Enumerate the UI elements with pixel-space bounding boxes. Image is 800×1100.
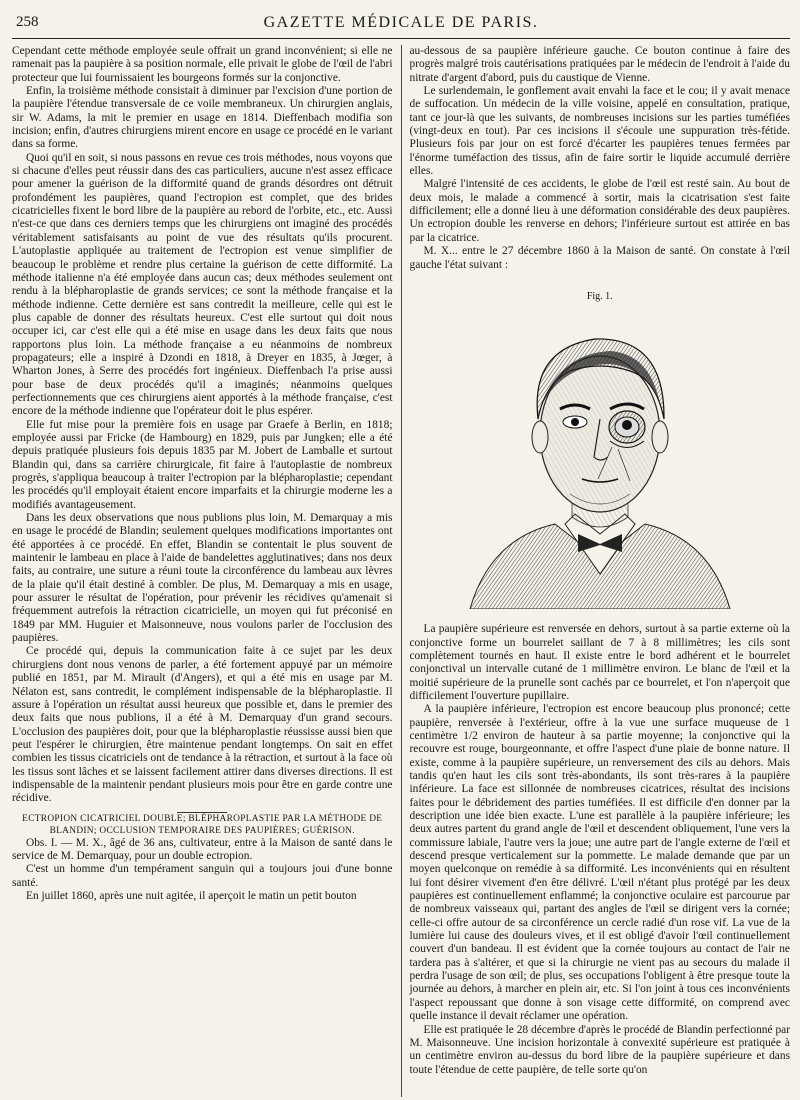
observation-paragraph: C'est un homme d'un tempérament sanguin qui a toujours joui d'une bonne santé. xyxy=(12,863,393,889)
observation-paragraph: Obs. I. — M. X., âgé de 36 ans, cultivateur, entre à la Maison de santé dans le service de M. Demarquay, pour un double ectropion. xyxy=(12,836,393,862)
paragraph: M. X... entre le 27 décembre 1860 à la Maison de santé. On constate à l'œil gauche l'état suivant : xyxy=(409,245,790,271)
paragraph: Ce procédé qui, depuis la communication faite à ce sujet par les deux chirurgiens dont nous venons de parler, a été fortement appuyé par un mémoire publié en 1851, par M. Mirault (d'Angers), et qui a été mis en usage par M. Nélaton est, sans contredit, le complément indispensable de la blépharoplastie. Il assure à l'opération un résultat aussi heureux que possible et, dans le premier des deux faits que nous publions, il a été à M. Demarquay d'un grand secours. L'occlusion des paupières doit, pour que la blépharoplastie réussisse aussi bien que peut l'espérer le chirurgien, être maintenue pendant longtemps. On sait en effet combien les tissus cicatriciels ont de tendance à la rétraction, et surtout à la face où les tissus sont lâches et se laissent facilement attirer dans diverses directions. Il est indispensable de la maintenir pendant plusieurs mois pour être en garde contre une récidive. xyxy=(12,645,393,805)
paragraph: Dans les deux observations que nous publions plus loin, M. Demarquay a mis en usage le procédé de Blandin; seulement quelques modifications importantes ont été apportées à ce procédé. En effet, Blandin se contentait le plus souvent de maintenir le lambeau en place à l'aide de bandelettes agglutinatives; dans nos deux faits, au contraire, une suture a réuni toute la circonférence du lambeau aux lèvres de la plaie qu'il était destiné à combler. De plus, M. Demarquay a mis en usage, pour assurer le résultat de l'opération, pour prévenir les récidives qu'amenait si fréquemment autrefois la rétraction cicatricielle, un moyen qui fut préconisé en 1849 par MM. Huguier et Maisonneuve, nous voulons parler de l'occlusion des paupières. xyxy=(12,512,393,645)
paragraph: Le surlendemain, le gonflement avait envahi la face et le cou; il y avait menace de suffocation. Un médecin de la ville voisine, appelé en consultation, pratique, tant ce jour-là que les suivants, de nombreuses incisions sur les parties tuméfiées (vingt-deux en tout). Par ces incisions il s'écoule une suppuration très-fétide. Plusieurs fois par jour on est forcé d'écarter les paupières tenues fermées par l'énorme tuméfaction des tissus, afin de faire sortir le liquide accumulé derrière elles. xyxy=(409,85,790,178)
article-columns xyxy=(12,45,790,1097)
figure-label: Fig. 1. xyxy=(586,290,613,302)
paragraph: Elle fut mise pour la première fois en usage par Graefe à Berlin, en 1818; employée aussi par Fricke (de Hambourg) en 1829, puis par Jungken; elle a été depuis pratiquée plusieurs fois depuis 1835 par M. Jobert de Lamballe et surtout Blandin qui, dans sa carrière chirurgicale, fit faire à l'autoplastie de nombreux progrès, s'appliqua beaucoup à traiter l'ectropion par la blépharoplastie; cependant les procédés qu'il employait étaient encore imparfaits et la chirurgie moderne les a modifiés avantageusement. xyxy=(12,418,393,511)
section-title: ECTROPION CICATRICIEL DOUBLE; BLÉPHAROPLASTIE PAR LA MÉTHODE DE BLANDIN; OCCLUSION TEMPORAIRE DES PAUPIÈRES; GUÉRISON. xyxy=(22,813,383,836)
journal-title: GAZETTE MÉDICALE DE PARIS. xyxy=(263,14,539,31)
paragraph: Elle est pratiquée le 28 décembre d'après le procédé de Blandin perfectionné par M. Maisonneuve. Une incision horizontale à convexité supérieure est pratiquée à un centimètre environ au-dessus du bord libre de la paupière supérieure et dans toute l'étendue de cette paupière, de telle sorte qu'on xyxy=(409,1023,790,1076)
page-header xyxy=(12,12,790,39)
patient-portrait-engraving xyxy=(460,309,740,609)
page-number: 258 xyxy=(16,14,39,30)
paragraph: Cependant cette méthode employée seule offrait un grand inconvénient; si elle ne ramenait pas la paupière à sa position normale, elle privait le globe de l'œil de l'abri protecteur que lui fournissaient les bourgeons formés sur la conjonctive. xyxy=(12,45,393,84)
left-column xyxy=(12,45,402,1097)
paragraph: Malgré l'intensité de ces accidents, le globe de l'œil est resté sain. Au bout de deux mois, le malade a commencé à sortir, mais la cicatrisation s'est faite difficilement; elle a donné lieu à une déformation considérable des deux paupières. Un ectropion double les renverse en dehors; l'inférieure surtout est attirée en bas par la cicatrice. xyxy=(409,178,790,244)
paragraph: La paupière supérieure est renversée en dehors, surtout à sa partie externe où la conjonctive forme un bourrelet saillant de 7 à 8 millimètres; les cils sont complètement tournés en haut. Il existe entre le bord adhérent et le bourrelet conjonctival un intervalle cutané de 1 millimètre environ. Le blanc de l'œil et la moitié supérieure de la prunelle sont cachés par ce bourrelet, et l'on n'aperçoit que difficilement l'ouverture pupillaire. xyxy=(409,623,790,702)
paragraph: au-dessous de sa paupière inférieure gauche. Ce bouton continue à faire des progrès malgré trois cautérisations pratiquées par le médecin de l'endroit à l'aide du nitrate d'argent d'abord, puis du caustique de Vienne. xyxy=(409,45,790,84)
paragraph: Enfin, la troisième méthode consistait à diminuer par l'excision d'une portion de la paupière l'étendue transversale de ce voile membraneux. Un chirurgien anglais, sir W. Adams, la mit le premier en usage en 1814. Dieffenbach modifia son incision; enfin, d'autres chirurgiens mirent encore en usage ce procédé en le variant dans sa forme. xyxy=(12,85,393,151)
paragraph: Quoi qu'il en soit, si nous passons en revue ces trois méthodes, nous voyons que si chacune d'elles peut réussir dans des cas particuliers, aucune n'est assez efficace pour amener la guérison de la difformité quand de grands désordres ont détruit profondément les paupières, quand l'ectropion est complet, que des brides cicatricielles fixent le bord libre de la paupière au rebord de l'orbite, etc., etc. Aussi n'est-ce que dans ces derniers temps que les chirurgiens ont imaginé des procédés véritablement satisfaisants au point de vue des résultats qu'ils procurent. L'autoplastie appliquée au traitement de l'ectropion est venue simplifier de beaucoup le problème et rendre plus certaine la guérison de cette difformité. La méthode italienne n'a été employée dans aucun cas; deux méthodes seulement ont rendu à la blépharoplastie de grands services; ce sont la méthode française et la méthode indienne. Cette dernière est sans contredit la meilleure, celle qui est le plus capable de donner des résultats heureux. C'est elle surtout qui doit nous occuper ici, car c'est elle qui a été mise en usage dans les deux faits que nous rapportons plus loin. La méthode française a eu néanmoins de nombreux propagateurs; elle a inspiré à Dzondi en 1818, à Dreyer en 1835, à Jœger, à Wharton Jones, à Serre des procédés fort ingénieux. Dieffenbach l'a prise aussi pour base de deux procédés qu'il a imaginés; néanmoins quelques perfectionnements que ces chirurgiens aient apportés à la méthode française, c'est encore de la méthode indienne que l'opérateur doit le plus espérer. xyxy=(12,151,393,418)
paragraph: A la paupière inférieure, l'ectropion est encore beaucoup plus prononcé; cette paupière, renversée à l'extérieur, offre à la vue une surface muqueuse de 1 centimètre 1/2 environ de hauteur à sa partie moyenne; la conjonctive qui la recouvre est rouge, bourgeonnante, et offre l'aspect d'une plaie de bonne nature. Il existe, comme à la paupière supérieure, un renversement des cils au dehors. Mais tandis qu'en haut les cils sont très-abondants, ils sont très-rares à la paupière inférieure. La face est sillonnée de nombreuses cicatrices, résultat des incisions faites pour le débridement des parties tuméfiées. Il est difficile d'en donner par la description une idée bien exacte. L'une est parallèle à la paupière inférieure; les deux autres partent du grand angle de l'œil et descendent obliquement, l'une vers la commissure labiale, l'autre vers la joue; une autre part de l'angle externe de l'œil et descend presque verticalement sur la pommette. Le malade demande que par un moyen quelconque on remédie à sa difformité. Les inconvénients qui en résultent lui font désirer vivement d'en être délivré. L'œil n'étant plus protégé par les deux paupières est continuellement enflammé; la conjonctive oculaire est parcourue par de nombreux vaisseaux qui, partant des angles de l'œil se dirigent vers la cornée; celle-ci offre autour de sa circonférence un cercle radié d'un rose vif. La vue de la lumière lui cause des douleurs vives, et il est obligé d'avoir l'œil continuellement couvert d'un bandeau. Il est évident que la cornée toujours au contact de l'air ne tardera pas à s'altérer, et que si la chirurgie ne vient pas au secours du malade il perdra l'usage de son œil; de plus, ses occupations l'obligent à être presque toute la journée au dehors, à marcher en plein air, etc. Si l'on joint à tous ces inconvénients l'aspect repoussant que donne à son visage cette difformité, on comprend avec quelle instance il devait réclamer une opération. xyxy=(409,703,790,1023)
observation-paragraph: En juillet 1860, après une nuit agitée, il aperçoit le matin un petit bouton xyxy=(26,889,357,902)
right-column xyxy=(402,45,791,1097)
